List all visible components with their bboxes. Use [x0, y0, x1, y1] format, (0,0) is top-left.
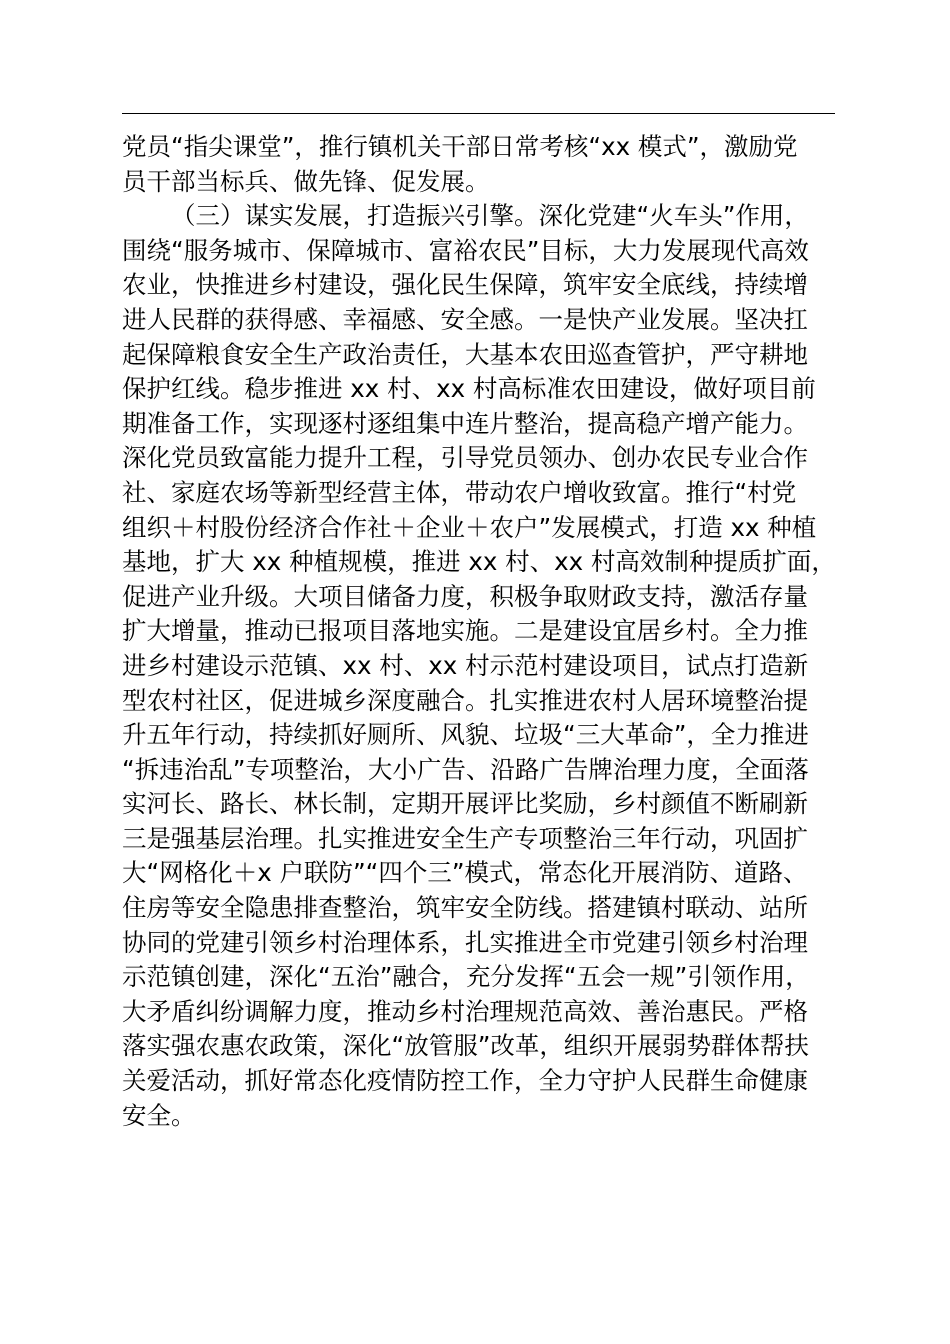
text-line: 升五年行动，持续抓好厕所、风貌、垃圾“三大革命”，全力推进	[122, 720, 809, 750]
text-line: 员干部当标兵、做先锋、促发展。	[122, 166, 490, 196]
text-line: 保护红线。稳步推进 xx 村、xx 村高标准农田建设，做好项目前	[122, 374, 816, 404]
text-line: 实河长、路长、林长制，定期开展评比奖励，乡村颜值不断刷新	[122, 789, 808, 819]
text-line: “拆违治乱”专项整治，大小广告、沿路广告牌治理力度，全面落	[122, 754, 809, 784]
text-line: 促进产业升级。大项目储备力度，积极争取财政支持，激活存量	[122, 581, 808, 611]
text-line: 大“网格化＋x 户联防”“四个三”模式，常态化开展消防、道路、	[122, 858, 808, 888]
body-paragraphs	[122, 130, 862, 1133]
text-line: 住房等安全隐患排查整治，筑牢安全防线。搭建镇村联动、站所	[122, 893, 808, 923]
text-line: 党员“指尖课堂”，推行镇机关干部日常考核“xx 模式”，激励党	[122, 132, 798, 161]
text-line: 组织＋村股份经济合作社＋企业＋农户”发展模式，打造 xx 种植	[122, 512, 817, 542]
text-line: 起保障粮食安全生产政治责任，大基本农田巡查管护，严守耕地	[122, 339, 808, 369]
header-divider	[122, 113, 835, 114]
text-line: 进乡村建设示范镇、xx 村、xx 村示范村建设项目，试点打造新	[122, 650, 809, 680]
section-heading-line: （三）谋实发展，打造振兴引擎。深化党建“火车头”作用，	[171, 201, 809, 231]
text-line: 落实强农惠农政策，深化“放管服”改革，组织开展弱势群体帮扶	[122, 1031, 809, 1061]
text-line: 型农村社区，促进城乡深度融合。扎实推进农村人居环境整治提	[122, 685, 808, 715]
text-line: 扩大增量，推动已报项目落地实施。二是建设宜居乡村。全力推	[122, 616, 808, 646]
text-line: 农业，快推进乡村建设，强化民生保障，筑牢安全底线，持续增	[122, 270, 808, 300]
text-line: 大矛盾纠纷调解力度，推动乡村治理规范高效、善治惠民。严格	[122, 996, 808, 1026]
text-line: 关爱活动，抓好常态化疫情防控工作，全力守护人民群生命健康	[122, 1066, 808, 1096]
text-line: 协同的党建引领乡村治理体系，扎实推进全市党建引领乡村治理	[122, 927, 808, 957]
text-line: 围绕“服务城市、保障城市、富裕农民”目标，大力发展现代高效	[122, 235, 809, 265]
text-line: 期准备工作，实现逐村逐组集中连片整治，提高稳产增产能力。	[122, 408, 808, 438]
text-line: 三是强基层治理。扎实推进安全生产专项整治三年行动，巩固扩	[122, 823, 808, 853]
text-line: 安全。	[122, 1100, 196, 1130]
text-line: 深化党员致富能力提升工程，引导党员领办、创办农民专业合作	[122, 443, 808, 473]
text-line: 社、家庭农场等新型经营主体，带动农户增收致富。推行“村党	[122, 477, 797, 507]
text-line: 进人民群的获得感、幸福感、安全感。一是快产业发展。坚决扛	[122, 304, 808, 334]
text-line: 基地，扩大 xx 种植规模，推进 xx 村、xx 村高效制种提质扩面，	[122, 547, 836, 577]
text-line: 示范镇创建，深化“五治”融合，充分发挥“五会一规”引领作用，	[122, 962, 810, 992]
